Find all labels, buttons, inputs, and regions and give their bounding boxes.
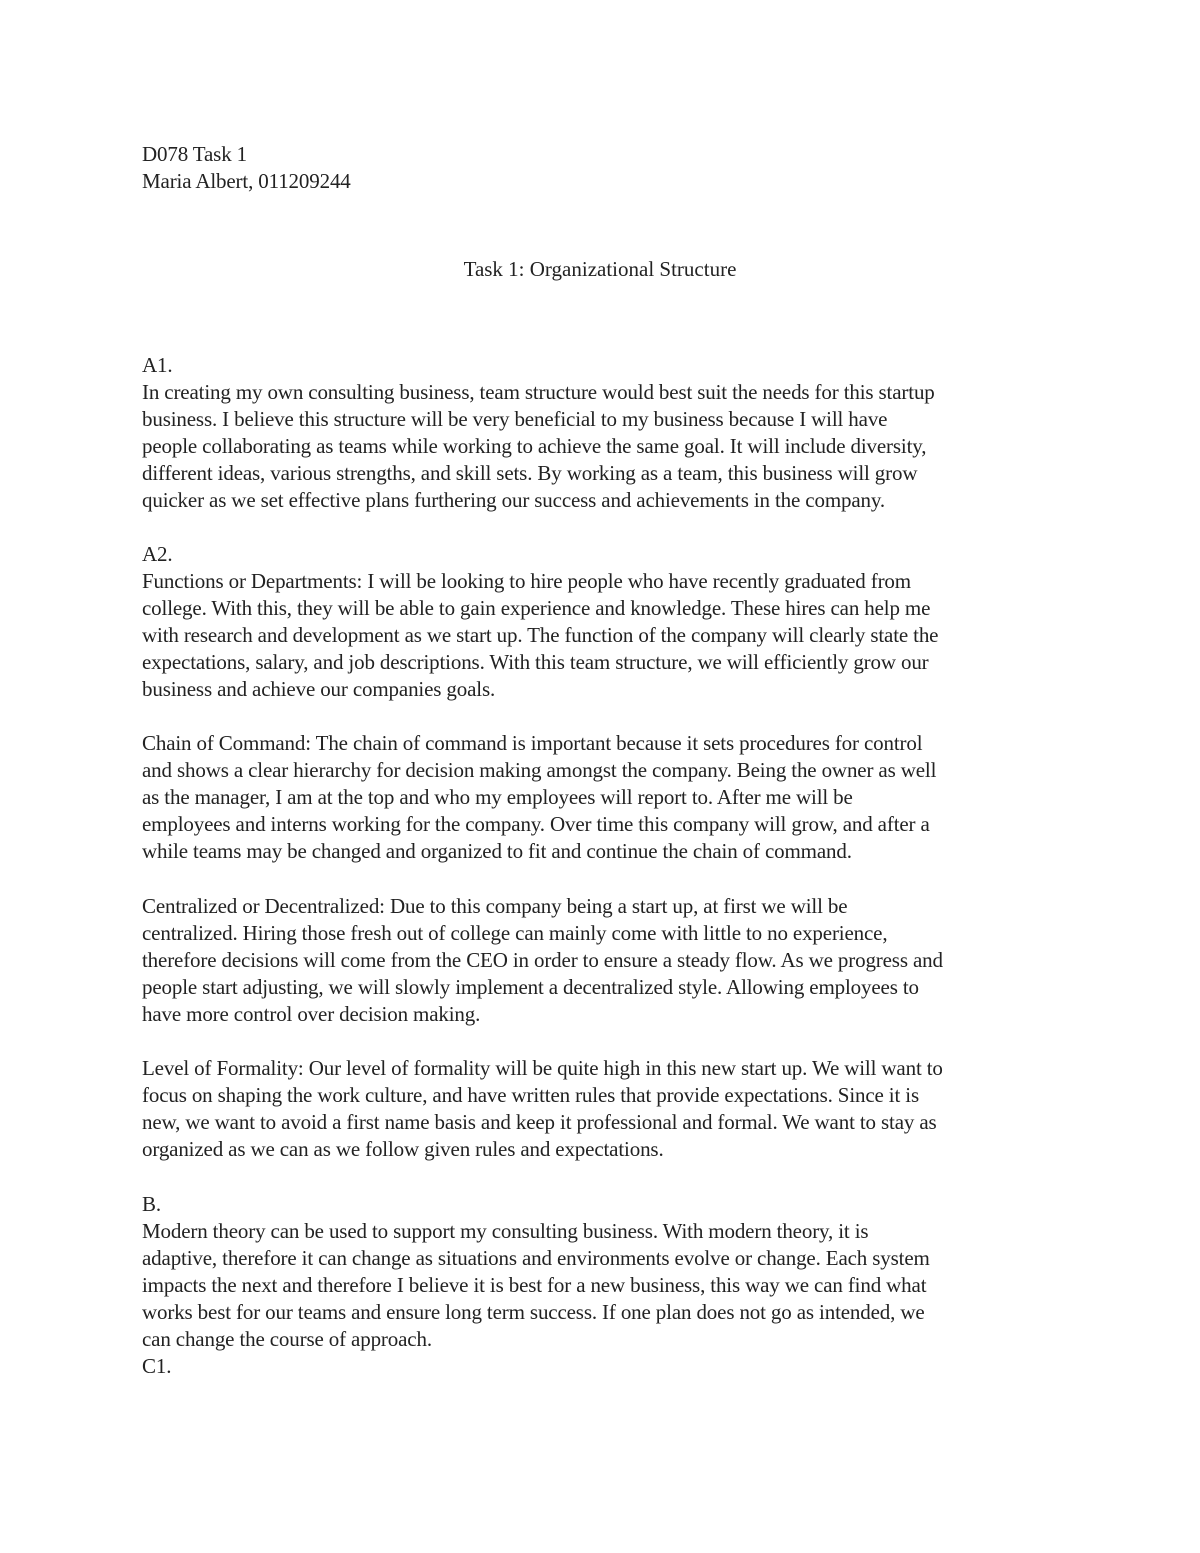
paragraph-line: Centralized or Decentralized: Due to this company being a start up, at first we will be bbox=[142, 894, 848, 918]
paragraph-line: college. With this, they will be able to gain experience and knowledge. These hires can help me bbox=[142, 596, 931, 620]
paragraph-line: people collaborating as teams while working to achieve the same goal. It will include diversity, bbox=[142, 434, 927, 458]
paragraph-line: while teams may be changed and organized to fit and continue the chain of command. bbox=[142, 839, 852, 863]
paragraph-line: employees and interns working for the company. Over time this company will grow, and after a bbox=[142, 812, 930, 836]
paragraph-line: expectations, salary, and job descriptions. With this team structure, we will efficiently grow our bbox=[142, 650, 929, 674]
paragraph-line: Chain of Command: The chain of command is important because it sets procedures for control bbox=[142, 731, 923, 755]
paragraph-line: centralized. Hiring those fresh out of college can mainly come with little to no experience, bbox=[142, 921, 888, 945]
paragraph-line: In creating my own consulting business, team structure would best suit the needs for this startup bbox=[142, 380, 935, 404]
section-label-c1: C1. bbox=[142, 1354, 172, 1378]
paragraph-line: new, we want to avoid a first name basis and keep it professional and formal. We want to stay as bbox=[142, 1110, 937, 1134]
paragraph-line: have more control over decision making. bbox=[142, 1002, 481, 1026]
course-header: D078 Task 1 bbox=[142, 142, 247, 166]
author-header: Maria Albert, 011209244 bbox=[142, 169, 351, 193]
paragraph-line: Functions or Departments: I will be looking to hire people who have recently graduated from bbox=[142, 569, 911, 593]
paragraph-line: business and achieve our companies goals. bbox=[142, 677, 496, 701]
section-label-a1: A1. bbox=[142, 353, 173, 377]
paragraph-line: and shows a clear hierarchy for decision making amongst the company. Being the owner as well bbox=[142, 758, 937, 782]
paragraph-line: therefore decisions will come from the CEO in order to ensure a steady flow. As we progress and bbox=[142, 948, 943, 972]
paragraph-line: business. I believe this structure will be very beneficial to my business because I will have bbox=[142, 407, 888, 431]
paragraph-line: impacts the next and therefore I believe it is best for a new business, this way we can find what bbox=[142, 1273, 927, 1297]
page-title: Task 1: Organizational Structure bbox=[463, 257, 737, 281]
paragraph-line: focus on shaping the work culture, and have written rules that provide expectations. Since it is bbox=[142, 1083, 919, 1107]
section-label-a2: A2. bbox=[142, 542, 173, 566]
paragraph-line: different ideas, various strengths, and skill sets. By working as a team, this business will grow bbox=[142, 461, 918, 485]
paragraph-line: Modern theory can be used to support my consulting business. With modern theory, it is bbox=[142, 1219, 869, 1243]
paragraph-line: as the manager, I am at the top and who my employees will report to. After me will be bbox=[142, 785, 853, 809]
paragraph-line: can change the course of approach. bbox=[142, 1327, 432, 1351]
paragraph-line: works best for our teams and ensure long term success. If one plan does not go as intended, we bbox=[142, 1300, 925, 1324]
paragraph-line: Level of Formality: Our level of formality will be quite high in this new start up. We will want to bbox=[142, 1056, 943, 1080]
paragraph-line: adaptive, therefore it can change as situations and environments evolve or change. Each system bbox=[142, 1246, 930, 1270]
paragraph-line: with research and development as we start up. The function of the company will clearly state the bbox=[142, 623, 939, 647]
paragraph-line: organized as we can as we follow given rules and expectations. bbox=[142, 1137, 664, 1161]
paragraph-line: quicker as we set effective plans furthering our success and achievements in the company. bbox=[142, 488, 885, 512]
section-label-b: B. bbox=[142, 1192, 161, 1216]
paragraph-line: people start adjusting, we will slowly implement a decentralized style. Allowing employees to bbox=[142, 975, 919, 999]
